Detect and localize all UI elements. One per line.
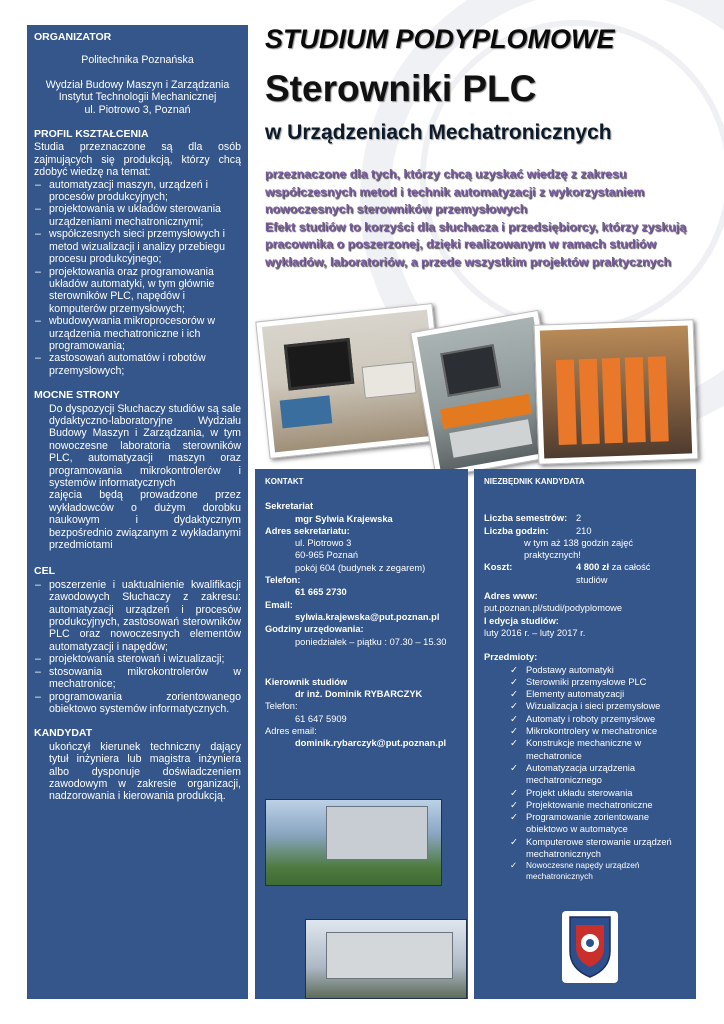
list-item: ✓ Nowoczesne napędy urządzeń mechatronicznych — [484, 860, 686, 881]
mocne-text-2: zajęcia będą prowadzone przez wykładowców o dużym dorobku naukowym i dydaktycznym bezpośrednio związanym z wykładanymi przedmiotami — [49, 489, 241, 552]
kierownik-name: dr inż. Dominik RYBARCZYK — [295, 689, 423, 700]
koszt-value: 4 800 zł — [576, 562, 610, 573]
faculty-emblem-icon — [562, 911, 618, 983]
telefon2-value: 61 647 5909 — [295, 713, 347, 724]
kandydat-heading: KANDYDAT — [34, 727, 93, 740]
list-item: – poszerzenie i uaktualnienie kwalifikacji zawodowych Słuchaczy z zakresu: automatyzacji urządzeń i procesów produkcyjnych, zastosowań sterowników PLC oraz nowoczesnych elementów automatyzacji i napędów; — [34, 579, 241, 653]
list-item: ✓ Programowanie zorientowane obiektowo w automatyce — [484, 811, 686, 836]
list-item: – wbudowywania mikroprocesorów w urządzenia mechatroniczne i ich programowania; — [34, 315, 241, 352]
organizator-heading: ORGANIZATOR — [34, 31, 112, 43]
list-item: ✓ Podstawy automatyki — [484, 664, 686, 676]
mocne-text-1: Do dyspozycji Słuchaczy studiów są sale dydaktyczno-laboratoryjne Wydziału Budowy Maszyn i Zarządzania, w tym nowoczesne laboratoria sterowników PLC, automatyzacji maszyn oraz programowania mikrokontrolerów i systemów informatycznych — [49, 402, 241, 489]
org-name: Politechnika Poznańska — [81, 54, 194, 67]
cel-heading: CEL — [34, 565, 55, 578]
telefon-value: 61 665 2730 — [295, 587, 347, 598]
list-item: ✓ Sterowniki przemysłowe PLC — [484, 676, 686, 688]
list-item: – stosowania mikrokontrolerów w mechatronice; — [34, 666, 241, 691]
email2-label: Adres email: — [265, 726, 317, 737]
koszt-label: Koszt: — [484, 562, 513, 573]
intro-paragraph-2: Efekt studiów to korzyści dla słuchacza i przedsiębiorcy, którzy zyskują pracownika o poszerzonej, dzięki realizowanym w ramach studiów wykładów, laboratoriów, a przede wszystkim projektów praktycznych — [265, 219, 687, 269]
semestry-value: 2 — [576, 513, 582, 524]
list-item: – programowania zorientowanego obiektowo systemów informatycznych. — [34, 691, 241, 716]
koszt-row — [484, 561, 686, 586]
kandydat-text: ukończył kierunek techniczny dający tytuł inżyniera lub magistra inżyniera albo dysponuje doświadczeniem zawodowym w zakresie organizacji, nadzorowania i kierowania produkcją. — [49, 740, 241, 803]
sekretariat-label: Sekretariat — [265, 501, 314, 512]
semestry-row — [484, 512, 686, 524]
godziny-count-label: Liczba godzin: — [484, 525, 549, 536]
list-item: ✓ Projekt układu sterowania — [484, 787, 686, 799]
adres-line-3: pokój 604 (budynek z zegarem) — [295, 562, 426, 573]
sekretariat-name: mgr Sylwia Krajewska — [295, 513, 393, 524]
cel-list — [34, 579, 241, 715]
list-item: – projektowania sterowań i wizualizacji; — [34, 653, 241, 665]
faculty-logo — [562, 911, 618, 983]
list-item: ✓ Konstrukcje mechaniczne w mechatronice — [484, 737, 686, 762]
www-label: Adres www: — [484, 591, 538, 602]
kontakt-heading: KONTAKT — [265, 477, 304, 486]
campus-photo-1 — [265, 799, 442, 886]
profil-heading: PROFIL KSZTAŁCENIA — [34, 128, 149, 141]
header-subtitle: w Urządzeniach Mechatronicznych — [265, 121, 612, 144]
header-studium: STUDIUM PODYPLOMOWE — [265, 24, 615, 54]
email-link[interactable]: sylwia.krajewska@put.poznan.pl — [295, 611, 440, 622]
przedmioty-label: Przedmioty: — [484, 652, 538, 663]
telefon2-label: Telefon: — [265, 701, 298, 712]
telefon-label: Telefon: — [265, 575, 301, 586]
koszt-suffix: za całość studiów — [576, 562, 651, 585]
list-item: – projektowania oraz programowania układów automatyki, w tym głównie sterowników PLC, napędów i komputerów przemysłowych; — [34, 266, 241, 316]
list-item: ✓ Mikrokontrolery w mechatronice — [484, 725, 686, 737]
godziny-value: poniedziałek – piątku : 07.30 – 15.30 — [295, 636, 447, 647]
list-item: – współczesnych sieci przemysłowych i metod wizualizacji i analizy przebiegu procesu produkcyjnego; — [34, 228, 241, 265]
adres-label: Adres sekretariatu: — [265, 525, 350, 536]
org-institute: Instytut Technologii Mechanicznej — [58, 91, 217, 104]
list-item: ✓ Komputerowe sterowanie urządzeń mechatronicznych — [484, 836, 686, 861]
list-item: – automatyzacji maszyn, urządzeń i procesów produkcyjnych; — [34, 179, 241, 204]
profil-intro: Studia przeznaczone są dla osób zajmujących się produkcją, którzy chcą zdobyć wiedzę na temat: — [34, 141, 241, 179]
left-panel — [27, 25, 248, 999]
semestry-label: Liczba semestrów: — [484, 513, 568, 524]
edycja-label: I edycja studiów: — [484, 615, 559, 626]
mocne-heading: MOCNE STRONY — [34, 389, 120, 402]
org-address: ul. Piotrowo 3, Poznań — [84, 103, 191, 116]
campus-photo-2 — [305, 919, 467, 999]
email-label: Email: — [265, 599, 293, 610]
list-item: – zastosowań automatów i robotów przemysłowych; — [34, 352, 241, 377]
list-item: ✓ Projektowanie mechatroniczne — [484, 799, 686, 811]
godziny-note: w tym aż 138 godzin zajęć praktycznych! — [524, 537, 634, 561]
www-link[interactable]: put.poznan.pl/studi/podyplomowe — [484, 603, 622, 614]
profil-list — [34, 179, 241, 378]
candidate-info-panel — [474, 469, 696, 999]
intro-paragraph-1: przeznaczone dla tych, którzy chcą uzyskać wiedzę z zakresu współczesnych metod i technik automatyzacji z wykorzystaniem nowoczesnych sterowników przemysłowych — [265, 167, 645, 216]
godziny-label: Godziny urzędowania: — [265, 624, 364, 635]
org-faculty: Wydział Budowy Maszyn i Zarządzania — [45, 78, 230, 91]
przedmioty-list — [484, 664, 686, 882]
list-item: ✓ Automatyzacja urządzenia mechatronicznego — [484, 762, 686, 787]
intro-text — [265, 166, 710, 271]
godziny-row — [484, 525, 686, 537]
contact-panel — [255, 469, 468, 999]
lab-photo-drives — [534, 319, 699, 464]
header-plc: Sterowniki PLC — [265, 68, 537, 109]
list-item: ✓ Elementy automatyzacji — [484, 688, 686, 700]
kierownik-label: Kierownik studiów — [265, 676, 348, 687]
needs-heading: NIEZBĘDNIK KANDYDATA — [484, 477, 585, 486]
edycja-value: luty 2016 r. – luty 2017 r. — [484, 627, 586, 638]
list-item: ✓ Automaty i roboty przemysłowe — [484, 713, 686, 725]
list-item: – projektowania w układów sterowania urządzeniami mechatronicznymi; — [34, 203, 241, 228]
adres-line-2: 60-965 Poznań — [295, 550, 359, 561]
adres-line-1: ul. Piotrowo 3 — [295, 538, 352, 549]
godziny-count-value: 210 — [576, 525, 592, 536]
email2-link[interactable]: dominik.rybarczyk@put.poznan.pl — [295, 738, 447, 749]
list-item: ✓ Wizualizacja i sieci przemysłowe — [484, 700, 686, 712]
